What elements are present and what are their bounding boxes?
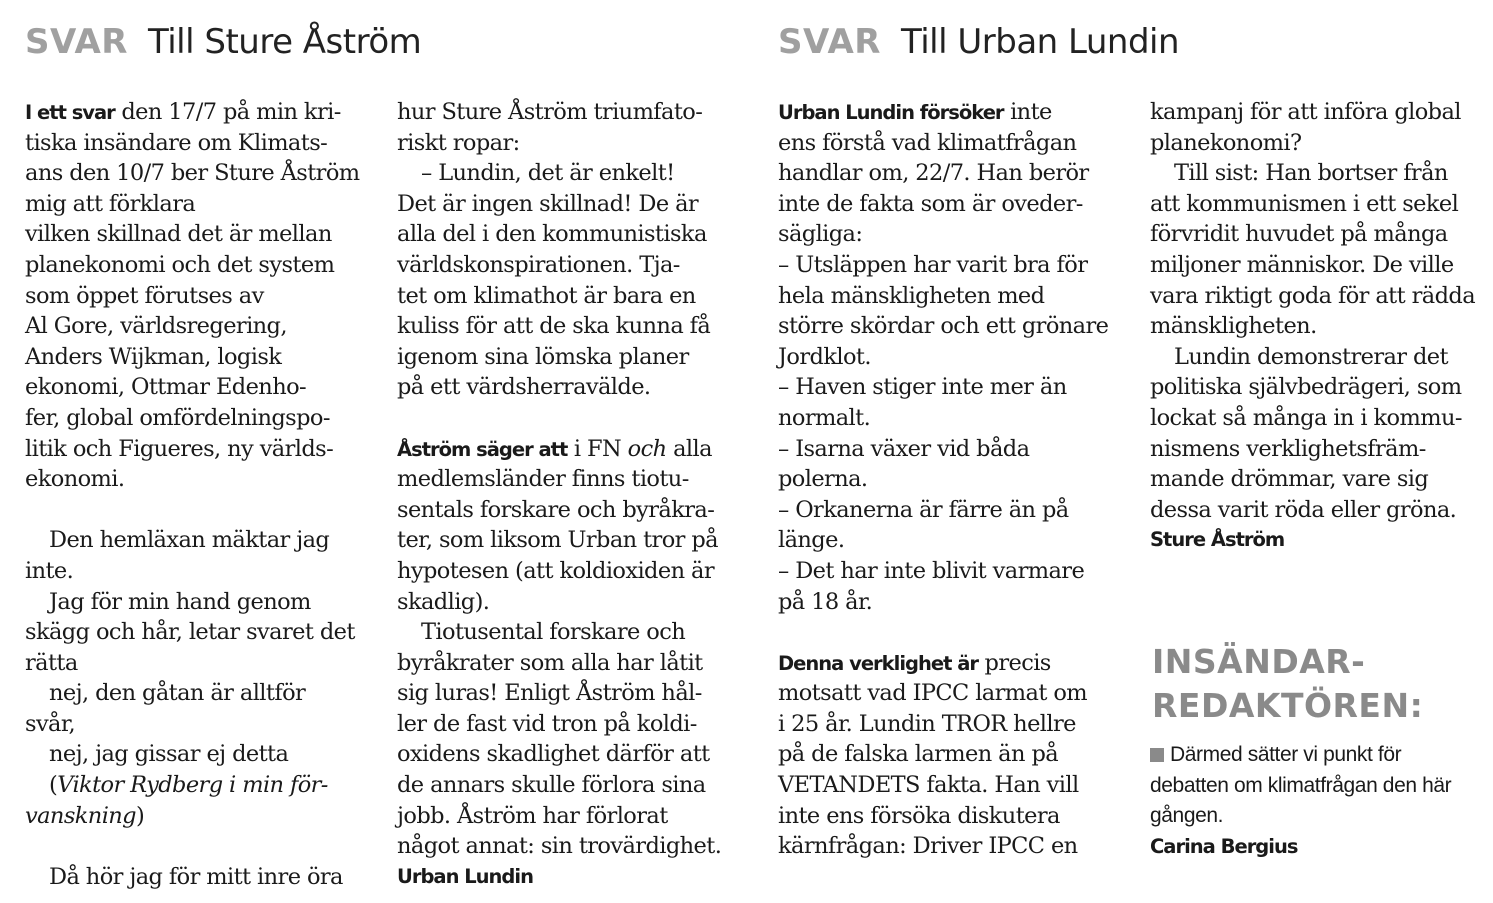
text-line: – Lundin, det är enkelt! [421,160,675,187]
text-line: svår, [25,710,76,737]
text-line: Jag för min hand genom [49,588,311,615]
spacer [778,617,1108,648]
text-line: de annars skulle förlora sina [397,772,706,799]
text-line: planekonomi? [1150,129,1302,156]
text-line [397,434,721,465]
text-line: Då hör jag för mitt inre öra [49,863,343,890]
text-line: gången. [1150,804,1224,827]
text-line: – Det har inte blivit varmare [778,557,1085,584]
text-line: riskt ropar: [397,129,520,156]
text-line: – Orkanerna är färre än på [778,496,1069,523]
header-left [25,22,421,66]
svar-tag: SVAR [778,22,881,62]
text-line [778,648,1108,679]
text-line: dessa varit röda eller gröna. [1150,496,1457,523]
text-line: mänskligheten. [1150,313,1317,340]
signature: Urban Lundin [397,864,533,888]
column-4 [1150,97,1475,556]
text-line: ens förstå vad klimatfrågan [778,129,1077,156]
text-span: alla [666,435,712,462]
text-line: planekonomi och det system [25,251,335,278]
text-line: som öppet förutses av [25,282,264,309]
text-span: den 17/7 på min kri- [114,99,341,125]
text-line: något annat: sin trovärdighet. [397,833,722,860]
text-line: nej, den gåtan är alltför [49,680,306,707]
text-line: förvridit huvudet på många [1150,221,1448,248]
editor-heading [1152,640,1423,728]
text-line: normalt. [778,404,871,431]
text-line: vilken skillnad det är mellan [25,221,332,248]
text-line: motsatt vad IPCC larmat om [778,680,1088,707]
text-line: oxidens skadlighet därför att [397,741,710,768]
signature: Sture Åström [1150,528,1285,552]
text-line: fer, global omfördelningspo- [25,404,330,431]
text-line: ler de fast vid tron på koldi- [397,710,697,737]
spacer [25,495,360,526]
text-line: kuliss för att de ska kunna få [397,313,711,340]
lead-in: Åström säger att [397,437,568,461]
text-line: nismens verklighetsfräm- [1150,435,1426,462]
text-line: hypotesen (att koldioxiden är [397,557,714,584]
text-line: litik och Figueres, ny världs- [25,435,334,462]
column-2 [397,97,721,892]
text-line: på de falska larmen än på [778,741,1059,768]
text-span: ( [49,772,58,799]
text-line: igenom sina lömska planer [397,343,689,370]
text-line: kampanj för att införa global [1150,99,1461,125]
text-line: att kommunismen i ett sekel [1150,190,1459,217]
text-line: ter, som liksom Urban tror på [397,527,718,554]
text-line: nej, jag gissar ej detta [49,741,289,768]
signature: Carina Bergius [1150,834,1298,858]
text-line: lockat så många in i kommu- [1150,404,1462,431]
text-line: debatten om klimatfrågan den här [1150,773,1452,797]
text-line: Tiotusental forskare och [421,619,686,646]
text-line: Den hemläxan mäktar jag [49,527,330,554]
text-line: hela mänskligheten med [778,282,1045,309]
page-title: Till Urban Lundin [901,22,1180,62]
spacer [397,403,721,434]
lead-in: I ett svar [25,101,115,124]
text-line: alla del i den kommunistiska [397,221,707,248]
column-1 [25,97,360,892]
text-line: Till sist: Han bortser från [1174,160,1448,187]
header-right [778,22,1179,66]
text-line: på 18 år. [778,588,873,615]
text-line: länge. [778,527,845,554]
text-line: inte de fakta som är oveder- [778,190,1083,217]
text-line: politiska självbedrägeri, som [1150,374,1462,401]
text-span: Därmed sätter vi punkt för [1170,743,1402,766]
text-line: byråkrater som alla har låtit [397,649,703,676]
page-title: Till Sture Åström [148,22,422,62]
text-line: jobb. Åström har förlorat [397,802,668,829]
text-line [25,770,360,801]
spacer [25,831,360,862]
text-line: Lundin demonstrerar det [1174,343,1448,370]
text-span: precis [977,649,1051,676]
text-line: inte. [25,557,74,584]
text-line: – Haven stiger inte mer än [778,374,1067,401]
text-span: vanskning [25,802,136,829]
text-line: Jordklot. [778,343,871,370]
square-bullet-icon [1150,748,1164,762]
text-line: – Isarna växer vid båda [778,435,1030,462]
text-line: sentals forskare och byråkra- [397,496,715,523]
text-line: skadlig). [397,588,490,615]
text-line: ekonomi, Ottmar Edenho- [25,374,307,401]
text-line: miljoner människor. De ville [1150,251,1454,278]
text-span: inte [1003,99,1052,125]
text-line: vara riktigt goda för att rädda [1150,282,1476,309]
text-line: VETANDETS fakta. Han vill [778,772,1079,799]
text-line: mande drömmar, vare sig [1150,466,1429,493]
text-line: ans den 10/7 ber Sture Åström [25,160,360,187]
lead-in: Urban Lundin försöker [778,101,1004,124]
text-line: i 25 år. Lundin TROR hellre [778,710,1076,737]
text-span: i FN [567,435,628,462]
editor-heading-line: INSÄNDAR- [1152,642,1366,681]
text-span: ) [135,802,145,829]
editor-note [1150,740,1451,862]
text-line: Det är ingen skillnad! De är [397,190,699,217]
text-line: Anders Wijkman, logisk [25,343,282,370]
text-line: rätta [25,649,78,676]
text-line: sägliga: [778,221,863,248]
text-line: mig att förklara [25,190,196,217]
text-line: skägg och hår, letar svaret det [25,619,355,646]
text-line: handlar om, 22/7. Han berör [778,160,1089,187]
text-line: tiska insändare om Klimats- [25,129,328,156]
column-3 [778,97,1108,862]
text-span: Viktor Rydberg i min för- [57,772,328,799]
text-line [25,801,360,832]
text-line: tet om klimathot är bara en [397,282,696,309]
editor-heading-line: REDAKTÖREN: [1152,686,1424,725]
text-line: – Utsläppen har varit bra för [778,251,1088,278]
text-line: hur Sture Åström triumfato- [397,99,703,125]
text-line [1150,740,1451,771]
text-line: kärnfrågan: Driver IPCC en [778,833,1078,860]
text-line: ekonomi. [25,466,125,493]
text-line: på ett värdsherravälde. [397,374,651,401]
text-line: världskonspirationen. Tja- [397,251,680,278]
text-line: större skördar och ett grönare [778,313,1109,340]
text-line [778,97,1108,128]
text-span: och [627,435,667,462]
text-line [25,97,360,128]
text-line: inte ens försöka diskutera [778,802,1060,829]
text-line: medlemsländer finns tiotu- [397,466,689,493]
svar-tag: SVAR [25,22,128,62]
text-line: polerna. [778,466,868,493]
lead-in: Denna verklighet är [778,651,978,675]
text-line: sig luras! Enligt Åström hål- [397,680,702,707]
text-line: Al Gore, världsregering, [25,313,287,340]
